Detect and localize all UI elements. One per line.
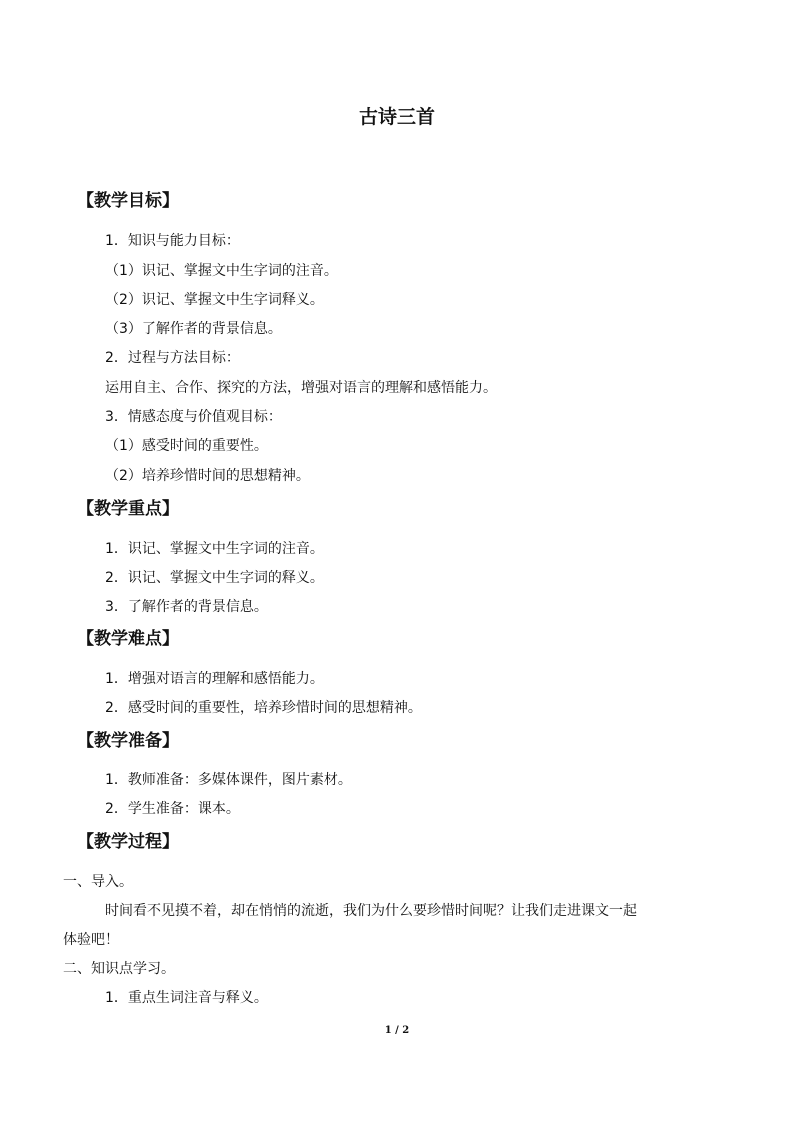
document-title: 古诗三首 <box>358 106 435 128</box>
page-number: 1 / 2 <box>384 1025 410 1036</box>
objectives-line: （2）识记、掌握文中生字词释义。 <box>105 292 324 308</box>
section-heading-objectives: 【教学目标】 <box>77 191 179 211</box>
process-line: 二、知识点学习。 <box>63 961 175 977</box>
objectives-line: （2）培养珍惜时间的思想精神。 <box>105 468 310 484</box>
process-line: 体验吧！ <box>63 932 119 948</box>
objectives-line: 2．过程与方法目标： <box>105 350 240 366</box>
process-line: 一、导入。 <box>63 874 133 890</box>
process-line: 1．重点生词注音与释义。 <box>105 990 268 1006</box>
section-heading-key-points: 【教学重点】 <box>77 499 179 519</box>
section-heading-difficulties: 【教学难点】 <box>77 629 179 649</box>
key-points-line: 3．了解作者的背景信息。 <box>105 599 268 615</box>
objectives-line: 运用自主、合作、探究的方法，增强对语言的理解和感悟能力。 <box>105 380 497 396</box>
preparation-line: 1．教师准备：多媒体课件，图片素材。 <box>105 772 352 788</box>
difficulties-line: 1．增强对语言的理解和感悟能力。 <box>105 671 324 687</box>
objectives-line: 1．知识与能力目标： <box>105 233 240 249</box>
objectives-line: （1）识记、掌握文中生字词的注音。 <box>105 263 338 279</box>
difficulties-line: 2．感受时间的重要性，培养珍惜时间的思想精神。 <box>105 700 422 716</box>
section-heading-preparation: 【教学准备】 <box>77 731 179 751</box>
key-points-line: 2．识记、掌握文中生字词的释义。 <box>105 570 324 586</box>
section-heading-process: 【教学过程】 <box>77 832 179 852</box>
objectives-line: （3）了解作者的背景信息。 <box>105 321 282 337</box>
key-points-line: 1．识记、掌握文中生字词的注音。 <box>105 541 324 557</box>
process-line: 时间看不见摸不着，却在悄悄的流逝，我们为什么要珍惜时间呢？让我们走进课文一起 <box>105 903 637 919</box>
preparation-line: 2．学生准备：课本。 <box>105 801 240 817</box>
objectives-line: 3．情感态度与价值观目标： <box>105 409 282 425</box>
objectives-line: （1）感受时间的重要性。 <box>105 438 268 454</box>
